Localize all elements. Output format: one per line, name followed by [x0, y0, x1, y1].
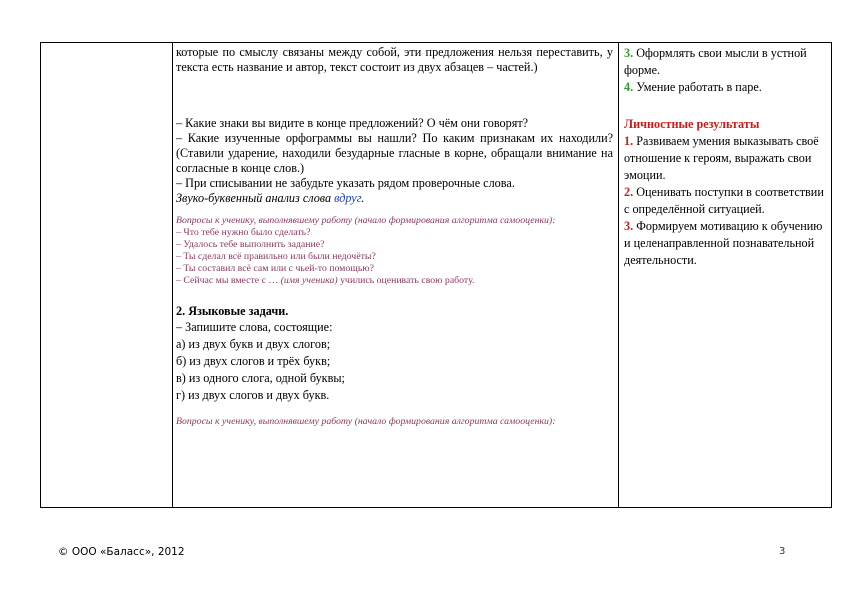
task-line: в) из одного слога, одной буквы; [176, 371, 345, 385]
self-assessment-intro: Вопросы к ученику, выполнявшему работу (начало формирования алгоритма самооценки): [176, 215, 556, 226]
self-assessment-question: – Что тебе нужно было сделать? [176, 227, 311, 238]
outcome-item: 3. Формируем мотивацию к обучению и целенаправленной познавательной деятельности. [624, 219, 823, 267]
task-line: г) из двух слогов и двух букв. [176, 388, 330, 402]
column-divider-2 [618, 43, 619, 507]
question-spelling: – Какие изученные орфограммы вы нашли? По каким признакам их находили? (Ставили ударение, находили безударные гласные в корне, обращали внимание на согласные в конце слов.) [176, 131, 613, 175]
outcome-item: 3. Оформлять свои мысли в устной форме. [624, 46, 807, 77]
column-divider-1 [172, 43, 173, 507]
target-word: вдруг [334, 191, 362, 205]
lesson-content-cell [176, 45, 613, 428]
outcome-item: 4. Умение работать в паре. [624, 80, 762, 94]
self-assessment-question: – Ты составил всё сам или с чьей-то помощью? [176, 263, 374, 274]
question-punctuation: – Какие знаки вы видите в конце предложений? О чём они говорят? [176, 116, 529, 130]
outcomes-cell [624, 45, 829, 269]
outcome-item: 1. Развиваем умения выказывать своё отношение к героям, выражать свои эмоции. [624, 134, 819, 182]
copyright-footer: © ООО «Баласс», 2012 [58, 546, 185, 558]
outcome-item: 2. Оценивать поступки в соответствии с определённой ситуацией. [624, 185, 824, 216]
lesson-table [40, 42, 832, 508]
paragraph-text-structure: которые по смыслу связаны между собой, эти предложения нельзя переставить, у текста есть название и автор, текст состоит из двух абзацев – частей.) [176, 45, 613, 74]
self-assessment-question: – Сейчас мы вместе с … (имя ученика) учились оценивать свою работу. [176, 275, 475, 286]
personal-results-heading: Личностные результаты [624, 117, 760, 131]
self-assessment-intro-2: Вопросы к ученику, выполнявшему работу (начало формирования алгоритма самооценки): [176, 416, 556, 427]
self-assessment-question: – Удалось тебе выполнить задание? [176, 239, 325, 250]
task-line: а) из двух букв и двух слогов; [176, 337, 331, 351]
task-line: – Запишите слова, состоящие: [176, 320, 333, 334]
task-title: 2. Языковые задачи. [176, 304, 289, 318]
sound-letter-analysis: Звуко-буквенный анализ слова вдруг. [176, 191, 365, 205]
self-assessment-question: – Ты сделал всё правильно или были недочёты? [176, 251, 376, 262]
instruction-check-words: – При списывании не забудьте указать рядом проверочные слова. [176, 176, 515, 190]
task-line: б) из двух слогов и трёх букв; [176, 354, 331, 368]
page-number: 3 [779, 546, 786, 557]
